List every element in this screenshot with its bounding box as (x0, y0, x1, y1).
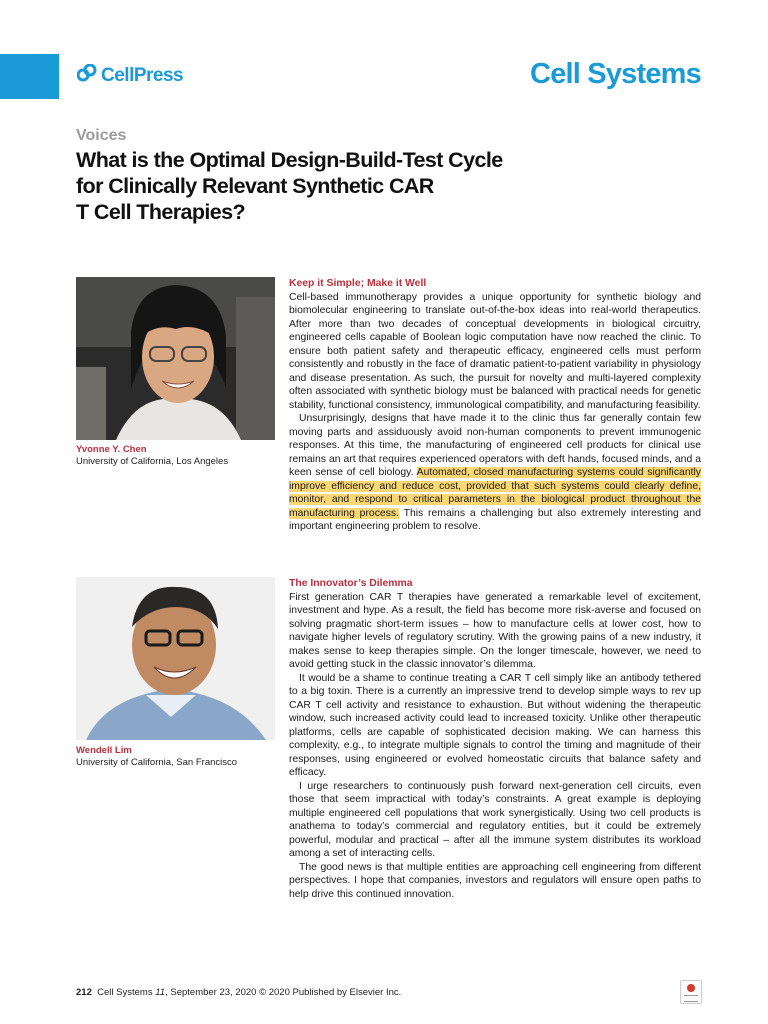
body-paragraph: It would be a shame to continue treating a CAR T cell simply like an antibody tethered to a big toxin. There is a currently an impressive trend to develop simple ways to rev up CAR T cell activity and resistance to exhaustion. But without widening the therapeutic window, such increased activity could lead to increased toxicity. Unlike other therapeutic platforms, cells are capable of sophisticated decision making. We can harness this complexity, e.g., to integrate multiple signals to control the timing and magnitude of their responses, using engineered or evolved homeostatic circuits that balance safety and efficacy. (289, 672, 701, 778)
author-block-lim (76, 745, 237, 769)
page-number: 212 (76, 987, 92, 998)
section-heading: Keep it Simple; Make it Well (289, 278, 427, 289)
body-paragraph: Cell-based immunotherapy provides a unique opportunity for synthetic biology and biomolecular engineering to translate out-of-the-box ideas into real-world therapeutics. After more than two decades of conceptual developments in biological circuitry, engineered cells capable of Boolean logic computation have now reached the clinic. To ensure both patient safety and therapeutic efficacy, engineered cells must perform consistently and robustly in the face of dramatic patient-to-patient variability in physiology and disease presentation. As such, the pursuit for novelty and multi-layered complexity often associated with synthetic biology must be balanced with practical needs for genetic stability, functional consistency, immunological compatibility, and manufacturing feasibility. (289, 291, 701, 411)
title-line: for Clinically Relevant Synthetic CAR (76, 174, 434, 198)
author-affiliation: University of California, Los Angeles (76, 456, 229, 467)
author-name[interactable]: Yvonne Y. Chen (76, 444, 147, 455)
cellpress-logo[interactable] (77, 64, 183, 87)
body-text: This remains a challenging but also extremely interesting and important engineering problem to resolve. (289, 507, 701, 532)
badge-lines (684, 995, 698, 1002)
section-heading: The Innovator’s Dilemma (289, 578, 413, 589)
journal-color-tab (0, 54, 59, 99)
footer-date-copyright: , September 23, 2020 © 2020 Published by Elsevier Inc. (165, 987, 402, 998)
page-footer (76, 987, 401, 998)
footer-journal[interactable]: Cell Systems (97, 987, 153, 998)
section-label: Voices (76, 127, 127, 144)
article-title (76, 147, 636, 225)
badge-dot (687, 984, 695, 992)
author-block-chen (76, 444, 228, 468)
body-text: Unsurprisingly, designs that have made it to the clinic thus far generally contain few moving parts and assiduously avoid non-human components to prevent immunogenic responses. At this time, the manufacturing of engineered cell products for clinical use remains an art that requires experienced operators with deft hands, focused minds, and a keen sense of cell biology. (289, 413, 701, 478)
author-photo-lim (76, 577, 275, 740)
section-innovators-dilemma (289, 577, 701, 901)
body-paragraph: The good news is that multiple entities are approaching cell engineering from different perspectives. I hope that companies, investors and regulators will ensure open paths to help drive this continued innovation. (289, 861, 701, 900)
author-name[interactable]: Wendell Lim (76, 745, 132, 756)
author-photo-chen (76, 277, 275, 440)
journal-title[interactable]: Cell Systems (530, 58, 701, 90)
check-for-updates-badge-icon[interactable] (680, 980, 702, 1004)
title-line: What is the Optimal Design-Build-Test Cycle (76, 148, 503, 172)
title-line: T Cell Therapies? (76, 200, 246, 224)
body-paragraph: First generation CAR T therapies have generated a remarkable level of excitement, investment and hype. As a result, the field has become more risk-averse and focused on solving pragmatic short-term issues – how to manufacture cells at lower cost, how to navigate higher levels of regulatory scrutiny. With the growing pains of a new industry, it makes sense to keep therapies simple. On the longer timescale, however, we need to avoid getting stuck in the classic innovator’s dilemma. (289, 591, 701, 670)
body-paragraph (289, 412, 701, 534)
publisher-logo-text: CellPress (101, 64, 184, 86)
author-affiliation: University of California, San Francisco (76, 757, 238, 768)
footer-volume: 11 (155, 987, 166, 998)
cellpress-logo-icon (77, 64, 97, 87)
body-paragraph: I urge researchers to continuously push forward next-generation cell circuits, even those that seem impractical with today’s constraints. A great example is deploying multiple engineered cell populations that work synergistically. Using two cell products is anathema to today’s commercial and regulatory entities, but it could be extremely powerful, modular and practical – after all the immune system distributes its workload among a set of interacting cells. (289, 780, 701, 859)
highlighted-text: Automated, closed manufacturing systems could significantly improve efficiency and reduce cost, provided that such systems could clearly define, monitor, and respond to critical parameters in the biological product throughout the manufacturing process. (289, 467, 701, 519)
section-keep-it-simple (289, 277, 701, 534)
